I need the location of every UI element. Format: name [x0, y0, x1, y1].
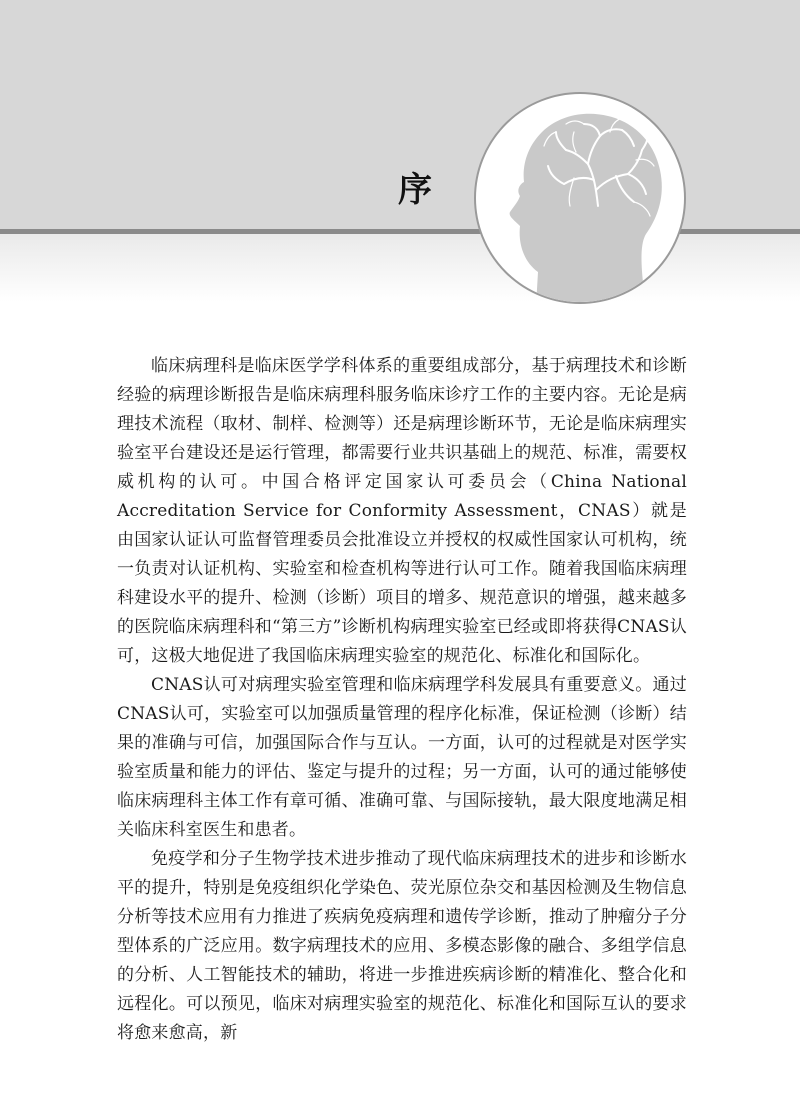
paragraph: 免疫学和分子生物学技术进步推动了现代临床病理技术的进步和诊断水平的提升，特别是免疫组织化学染色、荧光原位杂交和基因检测及生物信息分析等技术应用有力推进了疾病免疫病理和遗传学诊断，推动了肿瘤分子分型体系的广泛应用。数字病理技术的应用、多模态影像的融合、多组学信息的分析、人工智能技术的辅助，将进一步推进疾病诊断的精准化、整合化和远程化。可以预见，临床对病理实验室的规范化、标准化和国际互认的要求将愈来愈高，新	[117, 849, 687, 1043]
head-silhouette-tree-icon	[474, 92, 686, 304]
paragraph: CNAS认可对病理实验室管理和临床病理学科发展具有重要意义。通过CNAS认可，实验室可以加强质量管理的程序化标准，保证检测（诊断）结果的准确与可信，加强国际合作与互认。一方面，认可的过程就是对医学实验室质量和能力的评估、鉴定与提升的过程；另一方面，认可的通过能够使临床病理科主体工作有章可循、准确可靠、与国际接轨，最大限度地满足相关临床科室医生和患者。	[117, 675, 687, 840]
body-text	[117, 352, 687, 1048]
paragraph: 临床病理科是临床医学学科体系的重要组成部分，基于病理技术和诊断经验的病理诊断报告是临床病理科服务临床诊疗工作的主要内容。无论是病理技术流程（取材、制样、检测等）还是病理诊断环节，无论是临床病理实验室平台建设还是运行管理，都需要行业共识基础上的规范、标准，需要权威机构的认可。中国合格评定国家认可委员会（China National Accreditation Service for Conformity Assessment，CNAS）就是由国家认证认可监督管理委员会批准设立并授权的权威性国家认可机构，统一负责对认证机构、实验室和检查机构等进行认可工作。随着我国临床病理科建设水平的提升、检测（诊断）项目的增多、规范意识的增强，越来越多的医院临床病理科和“第三方”诊断机构病理实验室已经或即将获得CNAS认可，这极大地促进了我国临床病理实验室的规范化、标准化和国际化。	[117, 356, 687, 666]
page-title: 序	[398, 170, 432, 210]
